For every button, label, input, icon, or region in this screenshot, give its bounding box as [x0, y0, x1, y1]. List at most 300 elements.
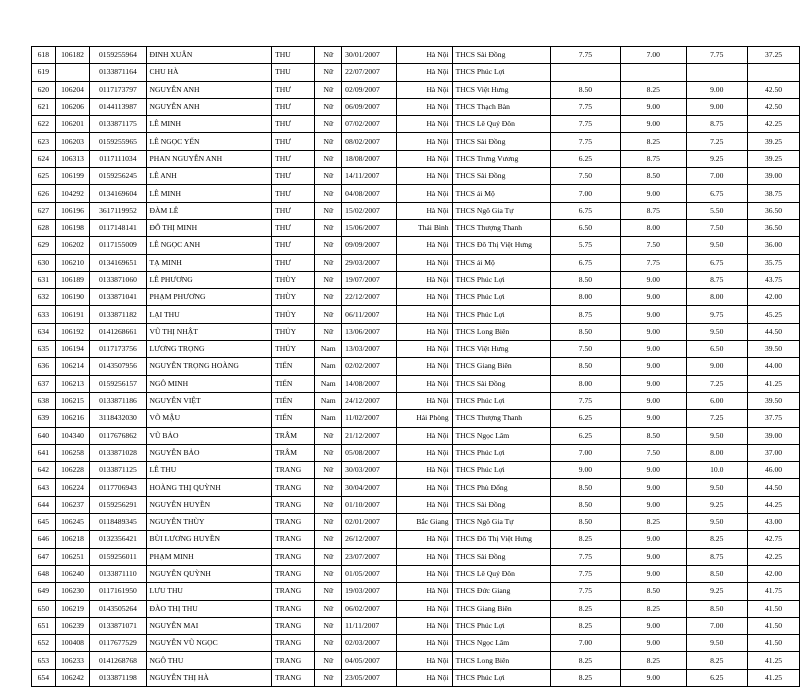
- given-name: THƯ: [272, 150, 315, 167]
- given-name: TRANG: [272, 617, 315, 634]
- score-2: 9.00: [621, 98, 686, 115]
- birth-place: Hà Nội: [396, 98, 452, 115]
- total-score: 37.75: [748, 410, 800, 427]
- row-number: 628: [32, 219, 56, 236]
- score-3: 9.50: [686, 479, 747, 496]
- surname-middle-name: VŨ BẢO: [146, 427, 272, 444]
- score-3: 6.75: [686, 185, 747, 202]
- total-score: 44.25: [748, 496, 800, 513]
- row-number: 637: [32, 375, 56, 392]
- score-2: 9.00: [621, 323, 686, 340]
- surname-middle-name: NGUYỄN TRỌNG HOÀNG: [146, 358, 272, 375]
- given-name: TIẾN: [272, 410, 315, 427]
- student-id: 106190: [55, 289, 90, 306]
- surname-middle-name: NGÔ THU: [146, 652, 272, 669]
- student-id: 106191: [55, 306, 90, 323]
- table-row: [32, 271, 800, 288]
- surname-middle-name: LÊ MINH: [146, 185, 272, 202]
- score-1: 8.50: [550, 496, 620, 513]
- gender: Nữ: [315, 583, 342, 600]
- score-3: 7.50: [686, 219, 747, 236]
- total-score: 39.50: [748, 341, 800, 358]
- given-name: TRANG: [272, 565, 315, 582]
- score-1: 8.00: [550, 375, 620, 392]
- birth-place: Hà Nội: [396, 548, 452, 565]
- school-name: THCS Phúc Lợi: [452, 289, 550, 306]
- school-name: THCS Sài Đồng: [452, 496, 550, 513]
- total-score: 41.50: [748, 600, 800, 617]
- total-score: 42.25: [748, 548, 800, 565]
- school-name: THCS Phúc Lợi: [452, 392, 550, 409]
- score-2: 9.00: [621, 392, 686, 409]
- score-1: 7.75: [550, 565, 620, 582]
- surname-middle-name: NGUYỄN THỊ HÀ: [146, 669, 272, 686]
- gender: Nữ: [315, 168, 342, 185]
- student-id: 106204: [55, 81, 90, 98]
- gender: Nam: [315, 392, 342, 409]
- birth-date: 21/12/2007: [342, 427, 397, 444]
- surname-middle-name: VÕ MẬU: [146, 410, 272, 427]
- total-score: 39.00: [748, 427, 800, 444]
- birth-place: Bắc Giang: [396, 514, 452, 531]
- registration-code: 0117677529: [90, 635, 146, 652]
- score-3: 7.25: [686, 410, 747, 427]
- score-2: 9.00: [621, 565, 686, 582]
- student-id: 106219: [55, 600, 90, 617]
- row-number: 652: [32, 635, 56, 652]
- registration-code: 0141268768: [90, 652, 146, 669]
- student-id: 106224: [55, 479, 90, 496]
- gender: Nữ: [315, 116, 342, 133]
- registration-code: 0133871125: [90, 462, 146, 479]
- score-1: 7.75: [550, 133, 620, 150]
- school-name: THCS Ngô Gia Tự: [452, 514, 550, 531]
- birth-place: Hà Nội: [396, 496, 452, 513]
- table-body: [32, 47, 800, 687]
- birth-date: 02/09/2007: [342, 81, 397, 98]
- registration-code: 0159256291: [90, 496, 146, 513]
- given-name: TIẾN: [272, 375, 315, 392]
- given-name: TRANG: [272, 635, 315, 652]
- score-1: 8.00: [550, 289, 620, 306]
- gender: Nữ: [315, 617, 342, 634]
- score-1: 8.25: [550, 617, 620, 634]
- table-row: [32, 375, 800, 392]
- table-row: [32, 219, 800, 236]
- total-score: 44.50: [748, 479, 800, 496]
- total-score: 36.00: [748, 237, 800, 254]
- row-number: 634: [32, 323, 56, 340]
- total-score: [748, 64, 800, 81]
- total-score: 37.00: [748, 444, 800, 461]
- score-1: 6.50: [550, 219, 620, 236]
- registration-code: 0134169651: [90, 254, 146, 271]
- registration-code: 0117161950: [90, 583, 146, 600]
- gender: Nữ: [315, 289, 342, 306]
- total-score: 41.25: [748, 375, 800, 392]
- score-3: 7.00: [686, 617, 747, 634]
- given-name: TRANG: [272, 479, 315, 496]
- surname-middle-name: NGUYỄN VIỆT: [146, 392, 272, 409]
- score-1: 7.00: [550, 185, 620, 202]
- row-number: 622: [32, 116, 56, 133]
- student-id: 106233: [55, 652, 90, 669]
- birth-date: 15/06/2007: [342, 219, 397, 236]
- surname-middle-name: ĐÀO THỊ THU: [146, 600, 272, 617]
- row-number: 651: [32, 617, 56, 634]
- birth-date: 14/08/2007: [342, 375, 397, 392]
- total-score: 37.25: [748, 47, 800, 64]
- registration-code: 0117155009: [90, 237, 146, 254]
- surname-middle-name: HOÀNG THỊ QUỲNH: [146, 479, 272, 496]
- total-score: 44.50: [748, 323, 800, 340]
- school-name: THCS Giang Biên: [452, 358, 550, 375]
- score-3: 7.75: [686, 47, 747, 64]
- registration-code: 0159256245: [90, 168, 146, 185]
- surname-middle-name: ĐÀM LÊ: [146, 202, 272, 219]
- row-number: 627: [32, 202, 56, 219]
- birth-date: 26/12/2007: [342, 531, 397, 548]
- gender: Nữ: [315, 47, 342, 64]
- score-1: 8.25: [550, 600, 620, 617]
- given-name: TRANG: [272, 462, 315, 479]
- gender: Nam: [315, 410, 342, 427]
- school-name: THCS Việt Hưng: [452, 341, 550, 358]
- total-score: 42.00: [748, 289, 800, 306]
- given-name: TRANG: [272, 583, 315, 600]
- row-number: 649: [32, 583, 56, 600]
- birth-date: 30/01/2007: [342, 47, 397, 64]
- surname-middle-name: LÊ NGỌC YẾN: [146, 133, 272, 150]
- row-number: 639: [32, 410, 56, 427]
- table-row: [32, 462, 800, 479]
- score-2: 8.50: [621, 427, 686, 444]
- registration-code: 0133871060: [90, 271, 146, 288]
- row-number: 630: [32, 254, 56, 271]
- surname-middle-name: LÊ PHƯƠNG: [146, 271, 272, 288]
- table-row: [32, 617, 800, 634]
- registration-code: 0133871182: [90, 306, 146, 323]
- gender: Nữ: [315, 237, 342, 254]
- total-score: 39.00: [748, 168, 800, 185]
- score-1: 8.50: [550, 358, 620, 375]
- score-3: 6.50: [686, 341, 747, 358]
- surname-middle-name: NGUYỄN ANH: [146, 98, 272, 115]
- gender: Nữ: [315, 81, 342, 98]
- school-name: THCS Phúc Lợi: [452, 444, 550, 461]
- student-id: 106313: [55, 150, 90, 167]
- student-id: 106230: [55, 583, 90, 600]
- registration-code: 0159256011: [90, 548, 146, 565]
- surname-middle-name: VŨ THỊ NHẬT: [146, 323, 272, 340]
- school-name: THCS Giang Biên: [452, 600, 550, 617]
- registration-code: 0117173797: [90, 81, 146, 98]
- row-number: 633: [32, 306, 56, 323]
- surname-middle-name: LƯU THU: [146, 583, 272, 600]
- registration-code: 0133871028: [90, 444, 146, 461]
- school-name: THCS Sài Đồng: [452, 548, 550, 565]
- birth-date: 24/12/2007: [342, 392, 397, 409]
- surname-middle-name: NGUYỄN BẢO: [146, 444, 272, 461]
- birth-place: Hà Nội: [396, 185, 452, 202]
- school-name: THCS Ngô Gia Tự: [452, 202, 550, 219]
- score-1: 7.75: [550, 548, 620, 565]
- registration-code: 0134169604: [90, 185, 146, 202]
- surname-middle-name: BÙI LƯƠNG HUYỀN: [146, 531, 272, 548]
- total-score: 36.50: [748, 202, 800, 219]
- student-id: 106239: [55, 617, 90, 634]
- score-3: 8.25: [686, 531, 747, 548]
- total-score: 45.25: [748, 306, 800, 323]
- score-2: 9.00: [621, 462, 686, 479]
- birth-date: 13/06/2007: [342, 323, 397, 340]
- row-number: 638: [32, 392, 56, 409]
- student-id: 106242: [55, 669, 90, 686]
- birth-place: Hà Nội: [396, 289, 452, 306]
- birth-place: Hà Nội: [396, 444, 452, 461]
- score-1: 7.75: [550, 583, 620, 600]
- row-number: 631: [32, 271, 56, 288]
- birth-date: 02/03/2007: [342, 635, 397, 652]
- birth-place: Hà Nội: [396, 358, 452, 375]
- birth-date: 04/08/2007: [342, 185, 397, 202]
- gender: Nam: [315, 358, 342, 375]
- total-score: 39.25: [748, 150, 800, 167]
- surname-middle-name: PHAN NGUYỄN ANH: [146, 150, 272, 167]
- score-2: 8.50: [621, 583, 686, 600]
- score-2: [621, 64, 686, 81]
- birth-date: 19/03/2007: [342, 583, 397, 600]
- birth-place: Hà Nội: [396, 81, 452, 98]
- score-2: 9.00: [621, 375, 686, 392]
- school-name: THCS Ngọc Lâm: [452, 635, 550, 652]
- school-name: THCS Phúc Lợi: [452, 271, 550, 288]
- gender: Nam: [315, 341, 342, 358]
- birth-place: Hà Nội: [396, 617, 452, 634]
- student-id: 106251: [55, 548, 90, 565]
- given-name: TRANG: [272, 548, 315, 565]
- gender: Nữ: [315, 479, 342, 496]
- row-number: 621: [32, 98, 56, 115]
- row-number: 653: [32, 652, 56, 669]
- table-row: [32, 583, 800, 600]
- table-row: [32, 323, 800, 340]
- total-score: 44.00: [748, 358, 800, 375]
- gender: Nữ: [315, 444, 342, 461]
- birth-date: 06/11/2007: [342, 306, 397, 323]
- row-number: 643: [32, 479, 56, 496]
- birth-date: 23/07/2007: [342, 548, 397, 565]
- score-2: 9.00: [621, 116, 686, 133]
- given-name: THU: [272, 47, 315, 64]
- school-name: THCS ái Mộ: [452, 254, 550, 271]
- score-3: 8.00: [686, 289, 747, 306]
- birth-place: Hà Nội: [396, 341, 452, 358]
- birth-place: Hải Phòng: [396, 410, 452, 427]
- score-2: 9.00: [621, 548, 686, 565]
- score-1: 8.75: [550, 306, 620, 323]
- student-id: 106240: [55, 565, 90, 582]
- total-score: 43.00: [748, 514, 800, 531]
- school-name: THCS Ngọc Lâm: [452, 427, 550, 444]
- score-3: 6.75: [686, 254, 747, 271]
- student-id: 104292: [55, 185, 90, 202]
- total-score: 41.50: [748, 617, 800, 634]
- student-id: 106199: [55, 168, 90, 185]
- birth-place: Hà Nội: [396, 323, 452, 340]
- score-3: 10.0: [686, 462, 747, 479]
- score-2: 8.50: [621, 168, 686, 185]
- surname-middle-name: LƯƠNG TRỌNG: [146, 341, 272, 358]
- score-2: 8.25: [621, 81, 686, 98]
- score-3: 9.25: [686, 150, 747, 167]
- table-row: [32, 133, 800, 150]
- school-name: THCS Lê Quý Đôn: [452, 565, 550, 582]
- surname-middle-name: TẠ MINH: [146, 254, 272, 271]
- gender: Nữ: [315, 323, 342, 340]
- birth-place: Hà Nội: [396, 168, 452, 185]
- student-id: 106189: [55, 271, 90, 288]
- table-row: [32, 98, 800, 115]
- student-id: 106182: [55, 47, 90, 64]
- score-2: 7.00: [621, 47, 686, 64]
- school-name: THCS Trưng Vương: [452, 150, 550, 167]
- score-2: 9.00: [621, 185, 686, 202]
- table-row: [32, 635, 800, 652]
- total-score: 42.75: [748, 531, 800, 548]
- score-2: 8.25: [621, 652, 686, 669]
- given-name: THƯ: [272, 237, 315, 254]
- score-1: 8.50: [550, 479, 620, 496]
- student-id: 106228: [55, 462, 90, 479]
- score-2: 9.00: [621, 531, 686, 548]
- score-1: 6.75: [550, 202, 620, 219]
- score-2: 8.25: [621, 514, 686, 531]
- score-1: 7.50: [550, 341, 620, 358]
- score-2: 9.00: [621, 635, 686, 652]
- table-row: [32, 306, 800, 323]
- total-score: 35.75: [748, 254, 800, 271]
- total-score: 42.50: [748, 98, 800, 115]
- student-id: 100408: [55, 635, 90, 652]
- school-name: THCS Lê Quý Đôn: [452, 116, 550, 133]
- score-1: [550, 64, 620, 81]
- score-3: 9.50: [686, 323, 747, 340]
- surname-middle-name: LÊ THU: [146, 462, 272, 479]
- row-number: 618: [32, 47, 56, 64]
- score-3: 6.00: [686, 392, 747, 409]
- birth-place: Hà Nội: [396, 479, 452, 496]
- registration-code: 3118432030: [90, 410, 146, 427]
- birth-place: Hà Nội: [396, 306, 452, 323]
- birth-date: 18/08/2007: [342, 150, 397, 167]
- row-number: 646: [32, 531, 56, 548]
- row-number: 644: [32, 496, 56, 513]
- score-2: 9.00: [621, 617, 686, 634]
- table-row: [32, 444, 800, 461]
- gender: Nữ: [315, 462, 342, 479]
- total-score: 42.25: [748, 116, 800, 133]
- score-2: 8.00: [621, 219, 686, 236]
- surname-middle-name: NGUYỄN MAI: [146, 617, 272, 634]
- given-name: THỦY: [272, 306, 315, 323]
- given-name: THƯ: [272, 185, 315, 202]
- registration-code: 0133871186: [90, 392, 146, 409]
- registration-code: 0133871164: [90, 64, 146, 81]
- score-2: 8.75: [621, 202, 686, 219]
- birth-date: 09/09/2007: [342, 237, 397, 254]
- table-row: [32, 81, 800, 98]
- table-row: [32, 237, 800, 254]
- registration-code: 0117111034: [90, 150, 146, 167]
- gender: Nữ: [315, 133, 342, 150]
- table-row: [32, 565, 800, 582]
- total-score: 41.25: [748, 669, 800, 686]
- table-row: [32, 47, 800, 64]
- school-name: THCS Phúc Lợi: [452, 462, 550, 479]
- school-name: THCS Sài Đồng: [452, 375, 550, 392]
- score-3: 9.00: [686, 358, 747, 375]
- birth-date: 02/02/2007: [342, 358, 397, 375]
- gender: Nữ: [315, 185, 342, 202]
- score-1: 8.50: [550, 514, 620, 531]
- row-number: 629: [32, 237, 56, 254]
- score-2: 7.50: [621, 444, 686, 461]
- student-id: 106192: [55, 323, 90, 340]
- row-number: 623: [32, 133, 56, 150]
- birth-place: Hà Nội: [396, 237, 452, 254]
- birth-place: Hà Nội: [396, 271, 452, 288]
- score-1: 8.25: [550, 652, 620, 669]
- birth-place: Hà Nội: [396, 202, 452, 219]
- birth-date: 19/07/2007: [342, 271, 397, 288]
- score-3: 9.50: [686, 514, 747, 531]
- score-2: 9.00: [621, 410, 686, 427]
- surname-middle-name: NGÔ MINH: [146, 375, 272, 392]
- row-number: 641: [32, 444, 56, 461]
- gender: Nữ: [315, 202, 342, 219]
- birth-place: Hà Nội: [396, 635, 452, 652]
- total-score: 41.75: [748, 583, 800, 600]
- student-id: 106218: [55, 531, 90, 548]
- score-1: 7.75: [550, 392, 620, 409]
- score-1: 7.50: [550, 168, 620, 185]
- birth-place: Hà Nội: [396, 375, 452, 392]
- student-id: 104340: [55, 427, 90, 444]
- birth-place: Hà Nội: [396, 583, 452, 600]
- score-2: 7.50: [621, 237, 686, 254]
- gender: Nữ: [315, 514, 342, 531]
- gender: Nữ: [315, 565, 342, 582]
- score-3: 6.25: [686, 669, 747, 686]
- score-1: 7.00: [550, 444, 620, 461]
- score-3: 7.25: [686, 375, 747, 392]
- student-id: 106214: [55, 358, 90, 375]
- row-number: 654: [32, 669, 56, 686]
- registration-code: 0159255965: [90, 133, 146, 150]
- given-name: THÙY: [272, 271, 315, 288]
- row-number: 619: [32, 64, 56, 81]
- table-row: [32, 392, 800, 409]
- score-1: 8.50: [550, 271, 620, 288]
- birth-place: Thái Bình: [396, 219, 452, 236]
- school-name: THCS Đô Thị Việt Hưng: [452, 237, 550, 254]
- table-row: [32, 531, 800, 548]
- score-3: [686, 64, 747, 81]
- school-name: THCS Long Biên: [452, 652, 550, 669]
- total-score: 46.00: [748, 462, 800, 479]
- score-2: 9.00: [621, 496, 686, 513]
